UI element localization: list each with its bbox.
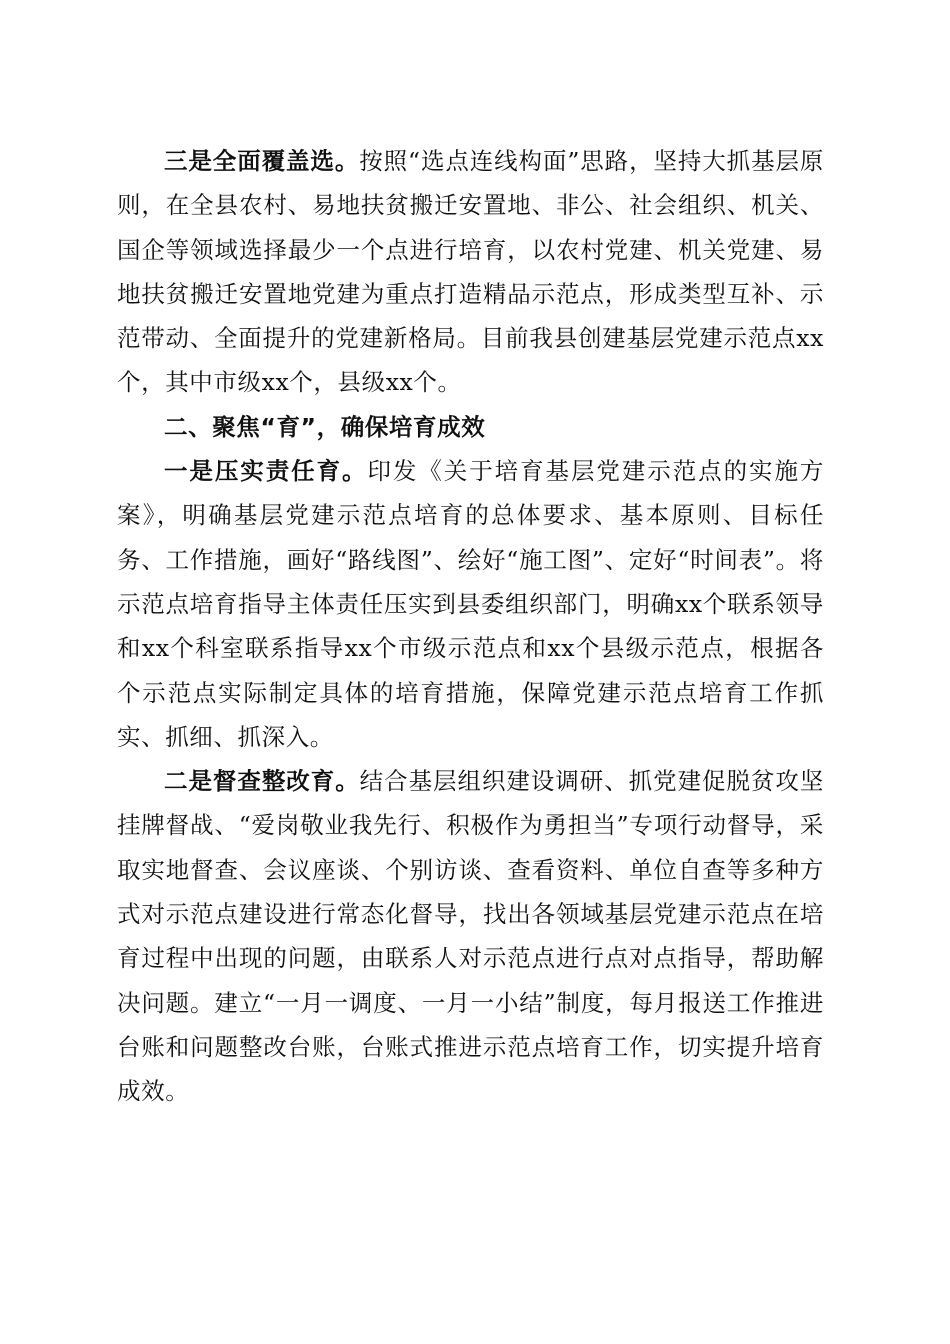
paragraph-lead: 一是压实责任育。 (164, 457, 368, 486)
paragraph-body: 印发《关于培育基层党建示范点的实施方案》，明确基层党建示范点培育的总体要求、基本原则、目标任务、工作措施，画好“路线图”、绘好“施工图”、定好“时间表”。将示范点培育指导主体责任压实到县委组织部门，明确xx个联系领导和xx个科室联系指导xx个市级示范点和xx个县级示范点，根据各个示范点实际制定具体的培育措施，保障党建示范点培育工作抓实、抓细、抓深入。 (117, 457, 824, 751)
paragraph-body: 结合基层组织建设调研、抓党建促脱贫攻坚挂牌督战、“爱岗敬业我先行、积极作为勇担当”专项行动督导，采取实地督查、会议座谈、个别访谈、查看资料、单位自查等多种方式对示范点建设进行常态化督导，找出各领域基层党建示范点在培育过程中出现的问题，由联系人对示范点进行点对点指导，帮助解决问题。建立“一月一调度、一月一小结”制度，每月报送工作推进台账和问题整改台账，台账式推进示范点培育工作，切实提升培育成效。 (117, 767, 824, 1106)
paragraph-lead: 二是督查整改育。 (164, 767, 360, 796)
paragraph-supervision (117, 759, 824, 1113)
paragraph-body: 按照“选点连线构面”思路，坚持大抓基层原则，在全县农村、易地扶贫搬迁安置地、非公、社会组织、机关、国企等领域选择最少一个点进行培育，以农村党建、机关党建、易地扶贫搬迁安置地党建为重点打造精品示范点，形成类型互补、示范带动、全面提升的党建新格局。目前我县创建基层党建示范点xx个，其中市级xx个，县级xx个。 (117, 147, 824, 397)
paragraph-full-coverage (117, 139, 824, 405)
paragraph-lead: 三是全面覆盖选。 (164, 147, 360, 175)
paragraph-responsibility (117, 449, 824, 759)
document-page (117, 139, 824, 1114)
section-heading: 二、聚焦“育”，确保培育成效 (164, 412, 486, 441)
